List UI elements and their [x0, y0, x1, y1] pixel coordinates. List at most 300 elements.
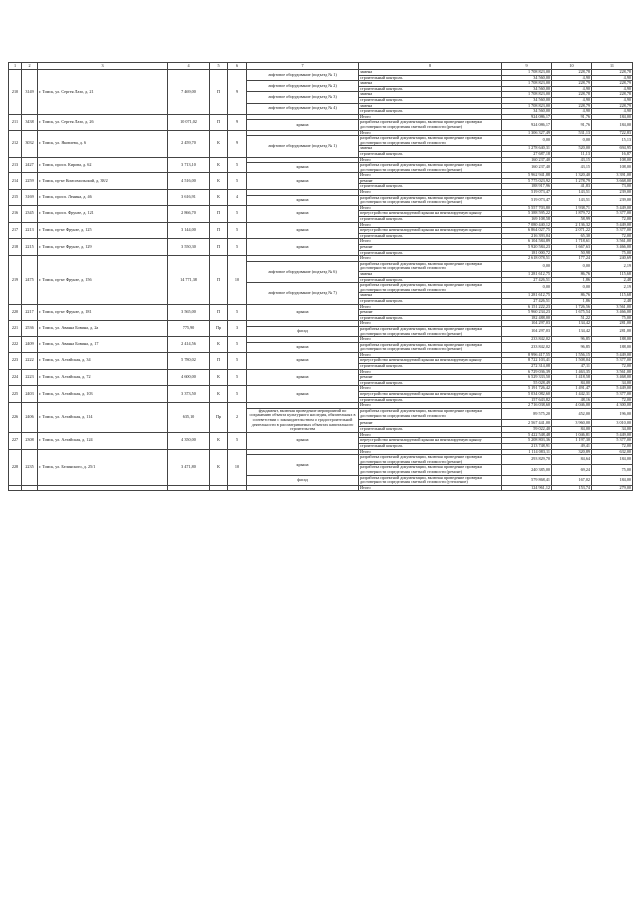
cost-per-sqm-cell: 84,64 [552, 455, 592, 465]
floors-cell: 10 [228, 449, 247, 485]
cost-cell: 27 426,51 [502, 298, 552, 304]
table-row [9, 239, 633, 245]
cost-cell: 55 028,49 [502, 380, 552, 386]
cost-per-sqm-cell: 0,00 [552, 136, 592, 146]
floors-cell: 5 [228, 432, 247, 449]
work-kind-cell: строительный контроль [359, 277, 502, 283]
cost-per-sqm-cell: 1 442,31 [552, 392, 592, 398]
row-number-cell: 216 [9, 205, 22, 222]
work-type-cell: крыша [247, 304, 359, 321]
header-cell: 11 [592, 63, 633, 70]
cost-per-sqm-cell: 1 675,54 [552, 310, 592, 316]
floors-cell: 4 [228, 190, 247, 206]
work-kind-cell: Итого [359, 485, 502, 491]
cost-per-sqm-cell: 86,76 [552, 271, 592, 277]
area-cell: 3 713,10 [168, 157, 210, 173]
cost-cell: 5 422 548,48 [502, 432, 552, 438]
cost-cell: 5 775 023,92 [502, 178, 552, 184]
wall-material-cell: К [210, 337, 228, 353]
cost-per-sqm-cell: 153,74 [552, 485, 592, 491]
wall-material-cell: К [210, 157, 228, 173]
row-number-cell: 228 [9, 449, 22, 485]
area-cell: 4 516,00 [168, 173, 210, 190]
cost-cell: 924 086,17 [502, 120, 552, 130]
work-type-cell: лифтовое оборудование (подъезд № 7) [247, 283, 359, 304]
cost-cell: 104 297,03 [502, 326, 552, 336]
cost-cell: 0,00 [502, 261, 552, 271]
cost-per-sqm-cell: 177,24 [552, 256, 592, 262]
limit-cost-cell: 3 561,00 [592, 304, 633, 310]
cost-per-sqm-cell: 1 320,40 [552, 173, 592, 179]
work-kind-cell: строительный контроль [359, 250, 502, 256]
limit-cost-cell: 722,83 [592, 130, 633, 136]
wall-material-cell: К [210, 130, 228, 157]
cost-per-sqm-cell: 41,83 [552, 184, 592, 190]
work-kind-cell: Итого [359, 369, 502, 375]
cost-per-sqm-cell: 452,00 [552, 408, 592, 419]
cost-cell: 2 716 038,60 [502, 403, 552, 409]
cost-per-sqm-cell: 1 667,63 [552, 245, 592, 251]
work-kind-cell: строительный контроль [359, 397, 502, 403]
work-kind-cell: строительный контроль [359, 443, 502, 449]
header-cell: 7 [247, 63, 359, 70]
address-cell: г. Томск, ул. Алтайская, д. 34 [38, 352, 168, 369]
cost-cell: 0,00 [502, 283, 552, 293]
cost-cell: 519 073,47 [502, 190, 552, 196]
house-id-cell: 2536 [22, 321, 38, 337]
floors-cell: 5 [228, 304, 247, 321]
limit-cost-cell: 228,78 [592, 70, 633, 76]
work-type-cell: крыша [247, 195, 359, 205]
limit-cost-cell: 632,00 [592, 449, 633, 455]
work-kind-cell: Итого [359, 321, 502, 327]
work-type-cell: лифтовое оборудование (подъезд № 1) [247, 70, 359, 81]
cost-per-sqm-cell: 1 726,56 [552, 304, 592, 310]
cost-cell: 27 687,18 [502, 151, 552, 157]
row-number-cell: 211 [9, 114, 22, 130]
table-body [9, 70, 633, 491]
work-type-cell: фасад [247, 326, 359, 336]
address-cell: г. Томск, пр-кт Фрунзе, д. 129 [38, 239, 168, 256]
house-id-cell: 2217 [22, 304, 38, 321]
cost-per-sqm-cell: 134,42 [552, 321, 592, 327]
work-kind-cell: разработка проектной документации, включая проведение проверки достоверности определения сметной стоимости (ремонт) [359, 120, 502, 130]
work-type-cell: крыша [247, 369, 359, 386]
cost-cell: 8 996 417,55 [502, 352, 552, 358]
floors-cell: 5 [228, 369, 247, 386]
limit-cost-cell: 115,68 [592, 271, 633, 277]
work-kind-cell: ремонт [359, 375, 502, 381]
house-id-cell: 2409 [22, 337, 38, 353]
cost-cell: 0,00 [502, 136, 552, 146]
limit-cost-cell: 5 377,00 [592, 211, 633, 217]
cost-cell: 34 560,00 [502, 86, 552, 92]
table-row [9, 432, 633, 438]
address-cell: г. Томск, ул. Яковлева, д. 6 [38, 130, 168, 157]
work-kind-cell: строительный контроль [359, 217, 502, 223]
work-kind-cell: Итого [359, 173, 502, 179]
row-number-cell: 225 [9, 386, 22, 403]
cost-cell: 27 426,51 [502, 277, 552, 283]
cost-per-sqm-cell: 47,11 [552, 364, 592, 370]
row-number-cell: 210 [9, 70, 22, 115]
cost-per-sqm-cell: 96,85 [552, 337, 592, 343]
row-number-cell: 218 [9, 239, 22, 256]
work-kind-cell: замена [359, 293, 502, 299]
work-type-cell: крыша [247, 432, 359, 449]
cost-per-sqm-cell: 143,51 [552, 195, 592, 205]
area-cell: 775,90 [168, 321, 210, 337]
cost-per-sqm-cell: 320,89 [552, 449, 592, 455]
document-table-container [8, 62, 632, 491]
cost-per-sqm-cell: 1 879,72 [552, 211, 592, 217]
house-id-cell: 2427 [22, 157, 38, 173]
house-id-cell: 2223 [22, 369, 38, 386]
floors-cell: 10 [228, 256, 247, 304]
work-type-cell: фасад [247, 475, 359, 485]
wall-material-cell: П [210, 222, 228, 239]
row-number-cell: 227 [9, 432, 22, 449]
wall-material-cell: П [210, 256, 228, 304]
work-kind-cell: Итого [359, 157, 502, 163]
limit-cost-cell: 184,00 [592, 120, 633, 130]
floors-cell: 5 [228, 337, 247, 353]
cost-per-sqm-cell: 0,00 [552, 283, 592, 293]
work-kind-cell: разработка проектной документации, включая проведение проверки достоверности определения сметной стоимости (ремонт) [359, 342, 502, 352]
area-cell: 2 459,70 [168, 130, 210, 157]
address-cell: г. Томск, ул. Алтайская, д. 72 [38, 369, 168, 386]
cost-per-sqm-cell: 1 046,81 [552, 432, 592, 438]
cost-cell: 6 151 222,23 [502, 304, 552, 310]
limit-cost-cell: 2,48 [592, 277, 633, 283]
cost-per-sqm-cell: 84,00 [552, 380, 592, 386]
cost-cell: 34 560,00 [502, 109, 552, 115]
cost-per-sqm-cell: 11,13 [552, 151, 592, 157]
address-cell: г. Томск, ул. Белинского, д. 25/1 [38, 449, 168, 485]
work-kind-cell: замена [359, 70, 502, 76]
work-kind-cell: ремонт [359, 420, 502, 426]
wall-material-cell: П [210, 352, 228, 369]
limit-cost-cell: 5 449,00 [592, 205, 633, 211]
table-row [9, 386, 633, 392]
work-kind-cell: разработка проектной документации, включая проведение проверки достоверности определения сметной стоимости (утепление) [359, 475, 502, 485]
limit-cost-cell: 34,00 [592, 426, 633, 432]
limit-cost-cell: 72,00 [592, 443, 633, 449]
floors-cell: 5 [228, 205, 247, 222]
cost-cell: 34 560,00 [502, 97, 552, 103]
cost-cell: 1 281 612,75 [502, 271, 552, 277]
floors-cell [228, 485, 247, 491]
work-kind-cell: разработка проектной документации, включая проведение проверки достоверности определения сметной стоимости [359, 136, 502, 146]
wall-material-cell: К [210, 369, 228, 386]
limit-cost-cell: 2,19 [592, 261, 633, 271]
area-cell: 3 373,50 [168, 386, 210, 403]
work-type-cell: крыша [247, 120, 359, 130]
work-kind-cell: строительный контроль [359, 151, 502, 157]
floors-cell: 5 [228, 173, 247, 190]
header-cell: 1 [9, 63, 22, 70]
limit-cost-cell: 4 300,00 [592, 403, 633, 409]
header-cell: 8 [359, 63, 502, 70]
cost-cell: 59 022,40 [502, 426, 552, 432]
floors-cell: 5 [228, 386, 247, 403]
cost-cell: 240 385,00 [502, 465, 552, 475]
limit-cost-cell: 239,00 [592, 190, 633, 196]
cost-cell: 6 864 027,75 [502, 228, 552, 234]
limit-cost-cell: 108,00 [592, 157, 633, 163]
limit-cost-cell: 188,00 [592, 342, 633, 352]
cost-per-sqm-cell: 2 136,32 [552, 222, 592, 228]
work-kind-cell: Итого [359, 239, 502, 245]
cost-cell: 272 314,08 [502, 364, 552, 370]
address-cell: г. Томск, ул. Алтайская, д. 124 [38, 432, 168, 449]
wall-material-cell: П [210, 239, 228, 256]
cost-per-sqm-cell: 91,76 [552, 120, 592, 130]
cost-cell: 5 208 803,36 [502, 438, 552, 444]
work-kind-cell: ремонт [359, 245, 502, 251]
cost-per-sqm-cell: 69,24 [552, 465, 592, 475]
work-kind-cell: разработка проектной документации, включая проведение проверки достоверности определения сметной стоимости (ремонт) [359, 195, 502, 205]
work-kind-cell: разработка проектной документации, включая проведение проверки достоверности определения сметной стоимости [359, 283, 502, 293]
cost-per-sqm-cell: 4,90 [552, 86, 592, 92]
work-type-cell: лифтовое оборудование (подъезд № 2) [247, 81, 359, 92]
cost-cell: 89 575,20 [502, 408, 552, 419]
cost-cell: 34 560,00 [502, 75, 552, 81]
limit-cost-cell: 694,95 [592, 146, 633, 152]
cost-per-sqm-cell: 1 418,58 [552, 375, 592, 381]
floors-cell: 9 [228, 114, 247, 130]
house-id-cell: 2213 [22, 222, 38, 239]
work-kind-cell: строительный контроль [359, 97, 502, 103]
cost-per-sqm-cell: 1 463,35 [552, 369, 592, 375]
limit-cost-cell: 3 468,00 [592, 375, 633, 381]
work-kind-cell: переустройство невентилируемой крыши на вентилируемую крышу [359, 438, 502, 444]
work-kind-cell: разработка проектной документации, включая проведение проверки достоверности определения сметной стоимости [359, 408, 502, 419]
limit-cost-cell: 75,00 [592, 465, 633, 475]
wall-material-cell: К [210, 449, 228, 485]
wall-material-cell: Пр [210, 403, 228, 433]
work-kind-cell: разработка проектной документации, включая проведение проверки достоверности определения сметной стоимости (ремонт) [359, 465, 502, 475]
work-kind-cell: Итого [359, 205, 502, 211]
limit-cost-cell: 75,00 [592, 315, 633, 321]
work-type-cell: лифтовое оборудование (подъезд № 1) [247, 136, 359, 157]
cost-cell: 169 108,58 [502, 217, 552, 223]
cost-cell: 5 557 703,80 [502, 205, 552, 211]
row-number-cell: 213 [9, 157, 22, 173]
address-cell: г. Томск, ул. Аваяна Бовина, д. 2а [38, 321, 168, 337]
house-id-cell: 2308 [22, 432, 38, 449]
cost-cell: 181 000,72 [502, 250, 552, 256]
area-cell: 4 350,00 [168, 432, 210, 449]
limit-cost-cell: 5 377,00 [592, 228, 633, 234]
cost-per-sqm-cell: 228,79 [552, 103, 592, 109]
cost-cell: 160 237,40 [502, 163, 552, 173]
cost-per-sqm-cell: 143,51 [552, 190, 592, 196]
limit-cost-cell: 184,00 [592, 475, 633, 485]
area-cell: 3 616,91 [168, 190, 210, 206]
cost-per-sqm-cell: 520,00 [552, 146, 592, 152]
address-cell: г. Томск, ул. Сергея Лазо, д. 21 [38, 70, 168, 115]
address-cell: г. Томск, ул. Алтайская, д. 103 [38, 386, 168, 403]
limit-cost-cell: 5 377,00 [592, 392, 633, 398]
wall-material-cell: П [210, 304, 228, 321]
row-number-cell: 222 [9, 337, 22, 353]
work-kind-cell: разработка проектной документации, включая проведение проверки достоверности определения сметной стоимости (ремонт) [359, 455, 502, 465]
cost-cell: 233 842,02 [502, 337, 552, 343]
capital-repair-table [8, 62, 633, 491]
row-number-cell: 223 [9, 352, 22, 369]
limit-cost-cell: 2,48 [592, 298, 633, 304]
limit-cost-cell: 15,13 [592, 136, 633, 146]
cost-cell: 1 306 327,49 [502, 130, 552, 136]
work-kind-cell: строительный контроль [359, 380, 502, 386]
house-id-cell: 2475 [22, 256, 38, 304]
work-type-cell: лифтовое оборудование (подъезд № 4) [247, 103, 359, 114]
row-number-cell: 224 [9, 369, 22, 386]
house-id-cell: 2235 [22, 449, 38, 485]
header-cell: 3 [38, 63, 168, 70]
header-cell: 5 [210, 63, 228, 70]
cost-per-sqm-cell: 1 718,61 [552, 239, 592, 245]
row-number-cell [9, 485, 22, 491]
limit-cost-cell: 4,90 [592, 97, 633, 103]
cost-per-sqm-cell: 228,78 [552, 92, 592, 98]
limit-cost-cell: 196,00 [592, 408, 633, 419]
limit-cost-cell: 34,00 [592, 380, 633, 386]
limit-cost-cell: 4,90 [592, 75, 633, 81]
cost-per-sqm-cell: 48,16 [552, 397, 592, 403]
address-cell: г. Томск, пр-кт Фрунзе, д. 181 [38, 304, 168, 321]
work-kind-cell: замена [359, 81, 502, 87]
address-cell: г. Томск, ул. Аваяна Бовина, д. 17 [38, 337, 168, 353]
cost-per-sqm-cell: 49,41 [552, 443, 592, 449]
limit-cost-cell: 72,00 [592, 364, 633, 370]
table-row [9, 205, 633, 211]
work-type-cell: лифтовое оборудование (подъезд № 3) [247, 92, 359, 103]
work-kind-cell: строительный контроль [359, 426, 502, 432]
work-kind-cell: Итого [359, 352, 502, 358]
address-cell: г. Томск, просп. Ленина, д. 46 [38, 190, 168, 206]
work-type-cell: крыша [247, 222, 359, 239]
wall-material-cell: П [210, 114, 228, 130]
cost-per-sqm-cell: 1 938,71 [552, 205, 592, 211]
area-cell: 14 771,38 [168, 256, 210, 304]
work-type-cell: крыша [247, 173, 359, 190]
wall-material-cell: К [210, 386, 228, 403]
limit-cost-cell: 5 377,00 [592, 438, 633, 444]
cost-per-sqm-cell: 65,30 [552, 233, 592, 239]
limit-cost-cell: 3 561,00 [592, 369, 633, 375]
row-number-cell: 217 [9, 222, 22, 239]
limit-cost-cell: 228,79 [592, 81, 633, 87]
cost-per-sqm-cell: 228,78 [552, 70, 592, 76]
cost-per-sqm-cell: 86,76 [552, 293, 592, 299]
work-type-cell: крыша [247, 342, 359, 352]
table-row [9, 352, 633, 358]
cost-cell: 924 086,17 [502, 114, 552, 120]
work-kind-cell: Итого [359, 130, 502, 136]
work-type-cell: фундамент, включая проведение мероприятий по сохранению объекта культурного наследия, обязательных в соответствии с законодательством о градостроительной деятельности в рассматриваемых объектах капитального строительства [247, 408, 359, 432]
area-cell: 3 471,80 [168, 449, 210, 485]
area-cell: 10 071,02 [168, 114, 210, 130]
cost-per-sqm-cell: 4,90 [552, 109, 592, 115]
limit-cost-cell: 4,90 [592, 86, 633, 92]
limit-cost-cell: 3 561,00 [592, 239, 633, 245]
limit-cost-cell: 3 391,00 [592, 173, 633, 179]
cost-cell: 182 488,00 [502, 315, 552, 321]
floors-cell: 5 [228, 239, 247, 256]
cost-cell: 2 618 078,51 [502, 256, 552, 262]
area-cell: 3 144,00 [168, 222, 210, 239]
wall-material-cell: Пр [210, 321, 228, 337]
work-kind-cell: переустройство невентилируемой крыши на вентилируемую крышу [359, 358, 502, 364]
cost-cell: 8 722 103,41 [502, 358, 552, 364]
house-id-cell: 2345 [22, 205, 38, 222]
work-kind-cell: переустройство невентилируемой крыши на вентилируемую крышу [359, 392, 502, 398]
cost-cell: 7 080 440,12 [502, 222, 552, 228]
cost-cell: 188 917,96 [502, 184, 552, 190]
work-kind-cell: строительный контроль [359, 109, 502, 115]
header-cell: 10 [552, 63, 592, 70]
work-type-cell: крыша [247, 386, 359, 403]
row-number-cell: 215 [9, 190, 22, 206]
limit-cost-cell: 184,00 [592, 455, 633, 465]
work-kind-cell: Итого [359, 304, 502, 310]
cost-per-sqm-cell: 50,98 [552, 250, 592, 256]
limit-cost-cell: 72,00 [592, 397, 633, 403]
work-kind-cell: Итого [359, 256, 502, 262]
cost-per-sqm-cell: 228,79 [552, 81, 592, 87]
row-number-cell: 220 [9, 304, 22, 321]
work-kind-cell: строительный контроль [359, 75, 502, 81]
cost-cell: 1 708 823,00 [502, 103, 552, 109]
cost-per-sqm-cell: 51,22 [552, 315, 592, 321]
cost-cell: 5 960 234,23 [502, 310, 552, 316]
house-id-cell: 3438 [22, 114, 38, 130]
area-cell: 3 550,30 [168, 239, 210, 256]
cost-cell: 293 829,70 [502, 455, 552, 465]
row-number-cell: 212 [9, 130, 22, 157]
cost-cell: 1 278 640,31 [502, 146, 552, 152]
work-kind-cell: Итого [359, 449, 502, 455]
floors-cell: 5 [228, 157, 247, 173]
cost-cell: 6 529 333,50 [502, 375, 552, 381]
floors-cell: 5 [228, 222, 247, 239]
limit-cost-cell: 281,00 [592, 326, 633, 336]
row-number-cell: 221 [9, 321, 22, 337]
limit-cost-cell: 279,00 [592, 485, 633, 491]
cost-per-sqm-cell: 531,13 [552, 130, 592, 136]
cost-per-sqm-cell: 134,42 [552, 326, 592, 336]
row-number-cell: 226 [9, 403, 22, 433]
limit-cost-cell: 184,00 [592, 114, 633, 120]
wall-material-cell: П [210, 205, 228, 222]
cost-per-sqm-cell: 43,15 [552, 157, 592, 163]
wall-material-cell [210, 485, 228, 491]
wall-material-cell: К [210, 432, 228, 449]
work-kind-cell: строительный контроль [359, 298, 502, 304]
cost-per-sqm-cell: 167,02 [552, 475, 592, 485]
limit-cost-cell: 73,00 [592, 184, 633, 190]
cost-cell: 1 708 823,00 [502, 81, 552, 87]
work-kind-cell: замена [359, 271, 502, 277]
work-kind-cell: Итого [359, 337, 502, 343]
table-row [9, 485, 633, 491]
wall-material-cell: К [210, 173, 228, 190]
cost-per-sqm-cell: 1 491,47 [552, 386, 592, 392]
work-kind-cell: Итого [359, 114, 502, 120]
work-kind-cell: Итого [359, 190, 502, 196]
